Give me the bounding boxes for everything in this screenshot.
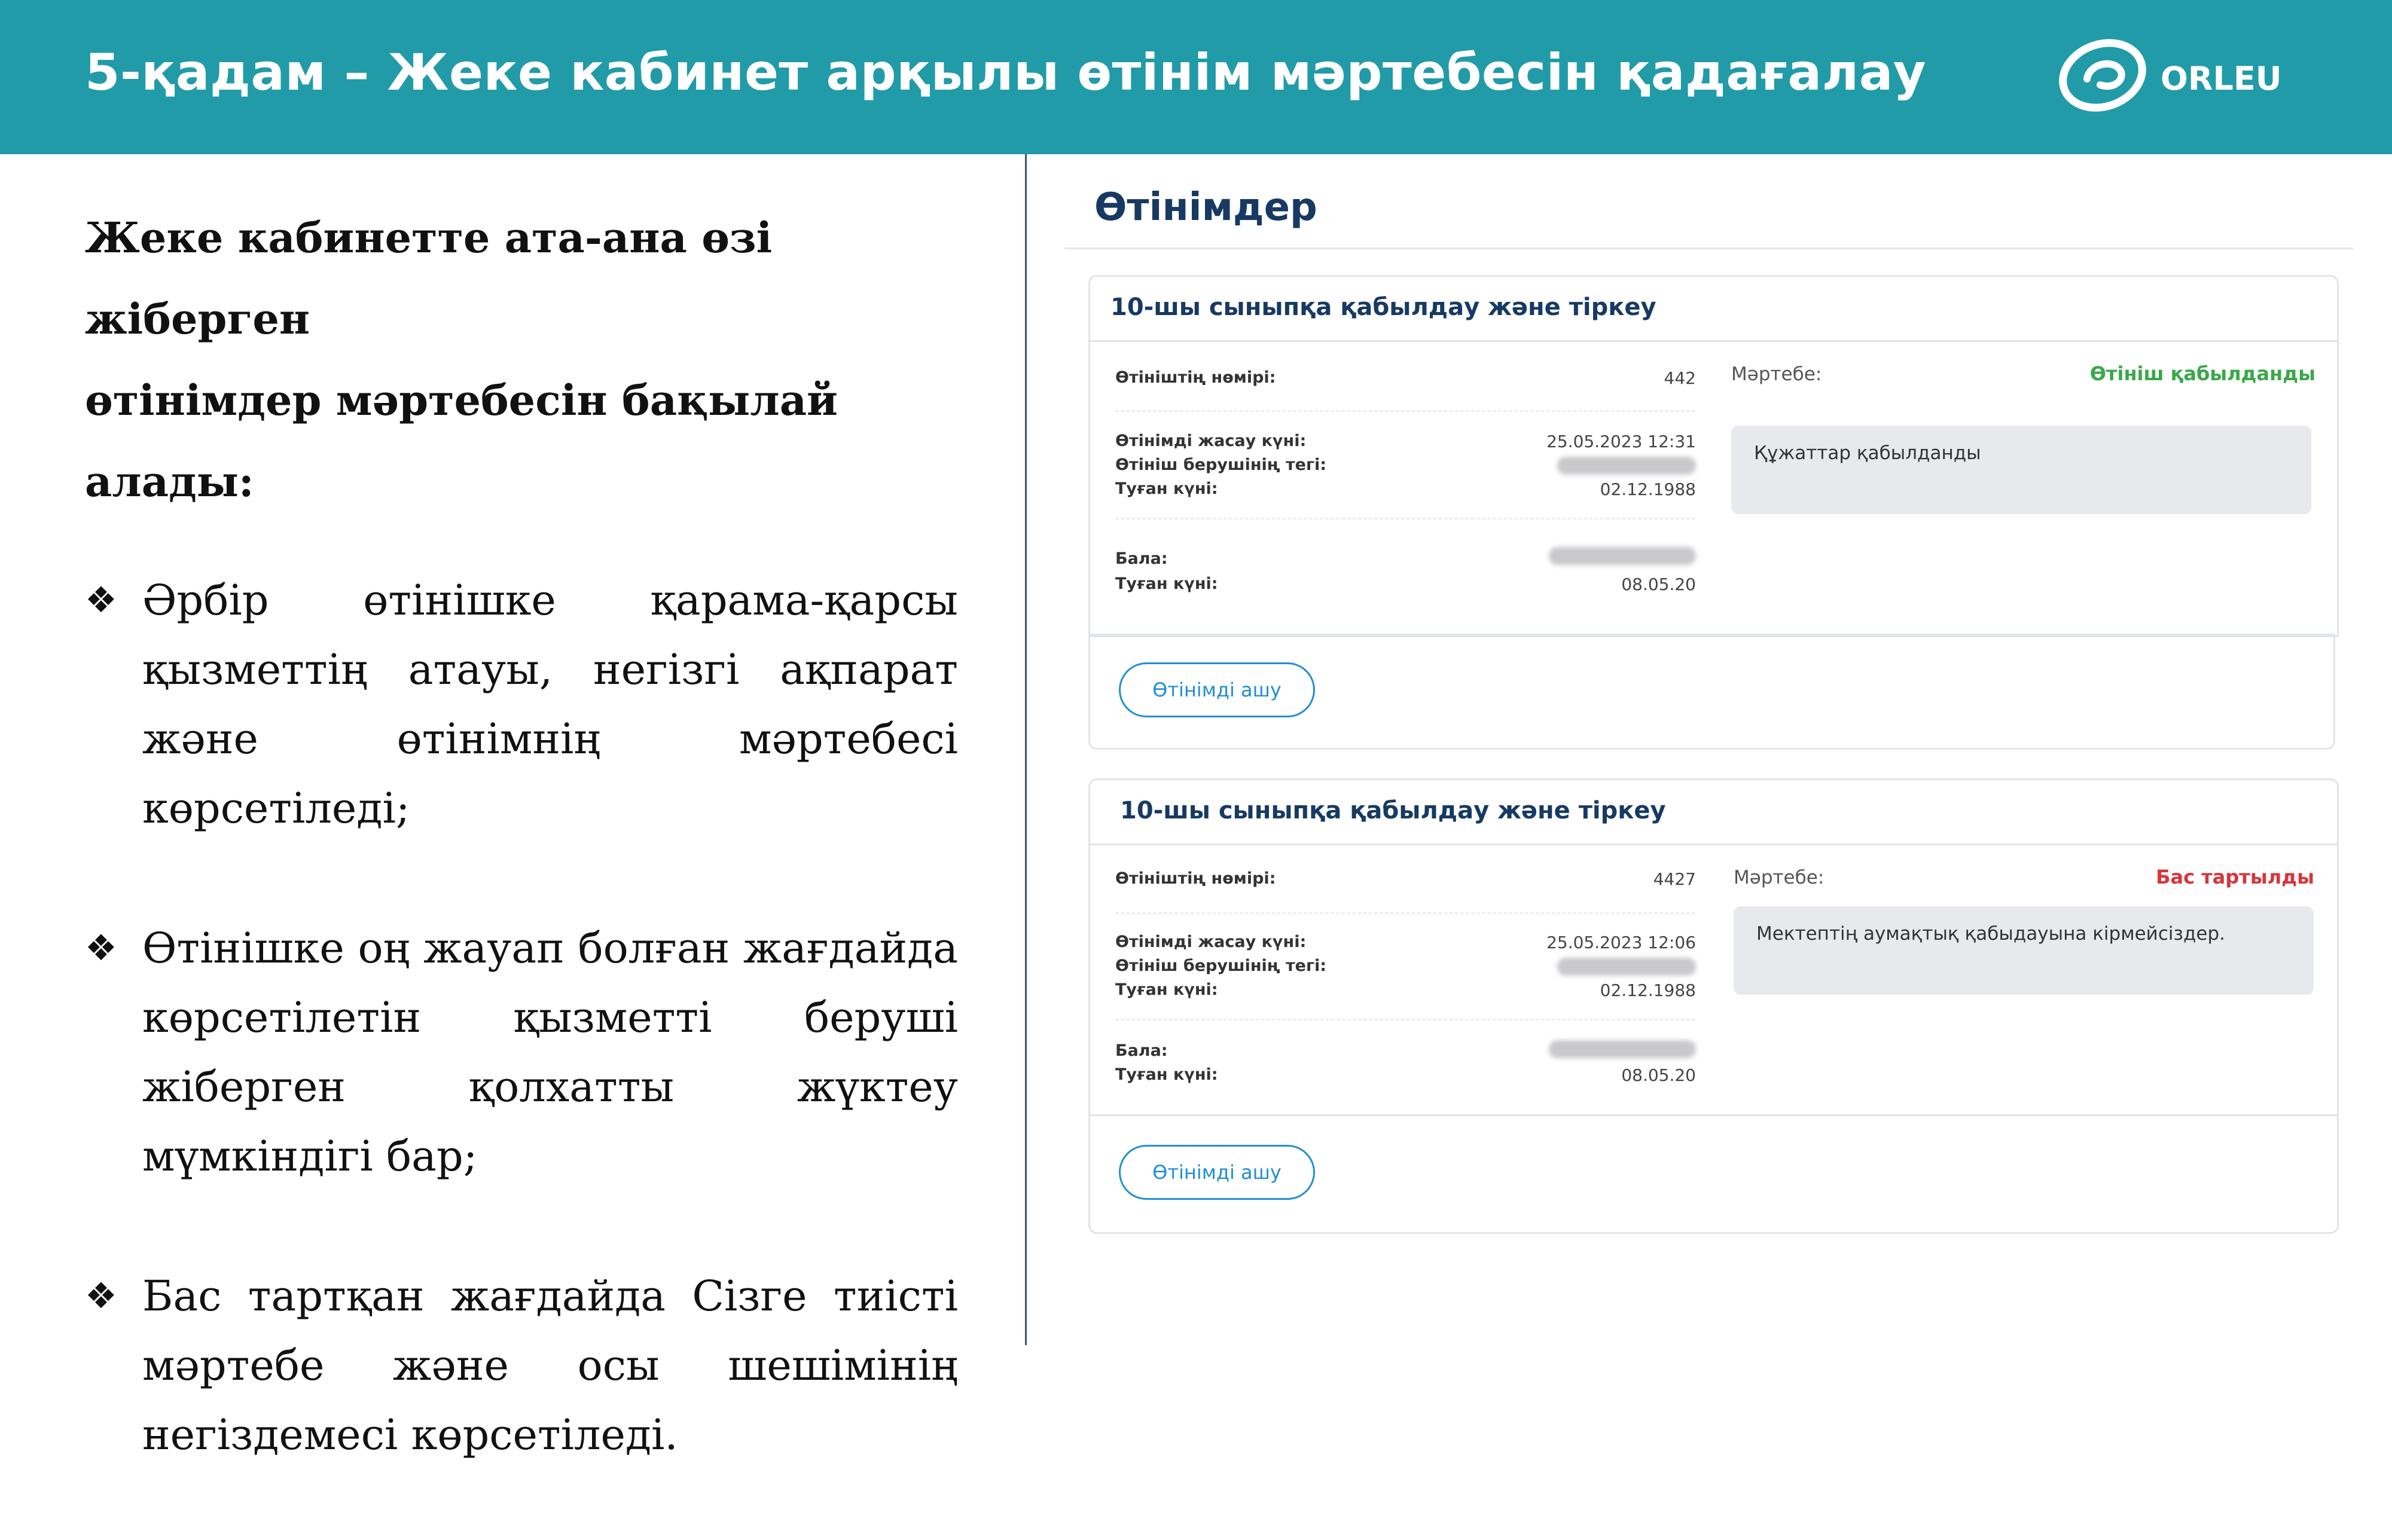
applications-title-underline <box>1064 248 2353 249</box>
bullet-text: Өтінішке оң жауап болған жағдайда көрсетілетін қызметті беруші жіберген қолхатты жүктеу мүмкіндігі бар; <box>142 924 958 1181</box>
card-footer <box>1090 1116 2337 1232</box>
intro-line-1: Жеке кабинетте ата-ана өзі жіберген <box>85 213 773 344</box>
card-header <box>1090 277 2337 342</box>
intro-text <box>85 197 958 522</box>
status-label: Мәртебе: <box>1734 867 1824 888</box>
created-label: Өтінімді жасау күні: <box>1115 933 1307 951</box>
status-note: Құжаттар қабылданды <box>1731 426 2311 514</box>
created-value: 25.05.2023 12:06 <box>1546 933 1696 952</box>
child-birth-label: Туған күні: <box>1115 575 1218 593</box>
status-label: Мәртебе: <box>1731 363 1822 385</box>
card-body <box>1090 342 2337 635</box>
vertical-divider <box>1025 154 1027 1345</box>
card-title: 10-шы сыныпқа қабылдау және тіркеу <box>1120 797 1666 824</box>
row-separator <box>1115 1019 1695 1020</box>
card-header <box>1090 780 2337 845</box>
created-label: Өтінімді жасау күні: <box>1115 432 1307 450</box>
applicant-birth-label: Туған күні: <box>1115 479 1218 498</box>
orleu-logo <box>2056 37 2283 115</box>
row-separator <box>1115 410 1695 412</box>
instructions-column <box>85 197 958 1540</box>
app-number-value: 4427 <box>1653 869 1696 889</box>
child-birth-value: 08.05.20 <box>1621 1065 1696 1085</box>
footer-divider <box>1090 634 2333 635</box>
diamond-bullet-icon: ❖ <box>85 579 117 621</box>
app-number-label: Өтініштің нөмірі: <box>1115 368 1276 387</box>
card-body <box>1090 845 2337 1116</box>
child-blurred-value <box>1549 547 1696 565</box>
status-note: Мектептің аумақтық қабыдауына кірмейсіздер. <box>1734 906 2314 995</box>
application-card <box>1088 778 2339 1234</box>
child-label: Бала: <box>1115 1041 1168 1060</box>
child-label: Бала: <box>1115 549 1168 568</box>
created-value: 25.05.2023 12:31 <box>1546 432 1696 451</box>
orleu-logo-icon <box>2056 37 2152 115</box>
applicant-birth-value: 02.12.1988 <box>1600 479 1696 499</box>
row-separator <box>1115 912 1695 914</box>
child-birth-label: Туған күні: <box>1115 1065 1218 1084</box>
diamond-bullet-icon: ❖ <box>85 1275 117 1317</box>
bullet-item <box>85 566 958 843</box>
child-blurred-value <box>1549 1040 1696 1058</box>
open-application-button[interactable]: Өтінімді ашу <box>1119 1145 1315 1200</box>
applicant-birth-label: Туған күні: <box>1115 980 1218 999</box>
card-footer <box>1088 634 2335 750</box>
row-separator <box>1115 518 1695 520</box>
bullet-item <box>85 913 958 1191</box>
applications-title: Өтінімдер <box>1094 185 1317 230</box>
applicant-blurred-value <box>1557 457 1696 475</box>
status-value: Бас тартылды <box>2156 866 2314 888</box>
applicant-blurred-value <box>1557 958 1696 976</box>
orleu-logo-text: ORLEU <box>2161 60 2282 97</box>
card-title: 10-шы сыныпқа қабылдау және тіркеу <box>1110 294 1656 321</box>
diamond-bullet-icon: ❖ <box>85 927 117 969</box>
applicant-label: Өтініш берушінің тегі: <box>1115 957 1327 975</box>
intro-line-2: өтінімдер мәртебесін бақылай алады: <box>85 375 838 506</box>
application-card <box>1088 275 2339 637</box>
open-application-button[interactable]: Өтінімді ашу <box>1119 662 1315 717</box>
app-number-value: 442 <box>1664 368 1696 388</box>
app-number-label: Өтініштің нөмірі: <box>1115 869 1276 888</box>
applicant-birth-value: 02.12.1988 <box>1600 980 1696 1000</box>
slide-header <box>0 0 2392 154</box>
bullet-text: Әрбір өтінішке қарама-қарсы қызметтің атауы, негізгі ақпарат және өтінімнің мәртебесі көрсетіледі; <box>142 576 958 833</box>
bullet-text: Бас тартқан жағдайда Сізге тиісті мәртебе және осы шешімінің негіздемесі көрсетіледі. <box>142 1272 958 1459</box>
applicant-label: Өтініш берушінің тегі: <box>1115 456 1327 474</box>
status-value: Өтініш қабылданды <box>2089 362 2315 385</box>
child-birth-value: 08.05.20 <box>1621 575 1696 594</box>
bullet-item <box>85 1261 958 1469</box>
slide-title: 5-қадам – Жеке кабинет арқылы өтінім мәртебесін қадағалау <box>85 43 1927 102</box>
